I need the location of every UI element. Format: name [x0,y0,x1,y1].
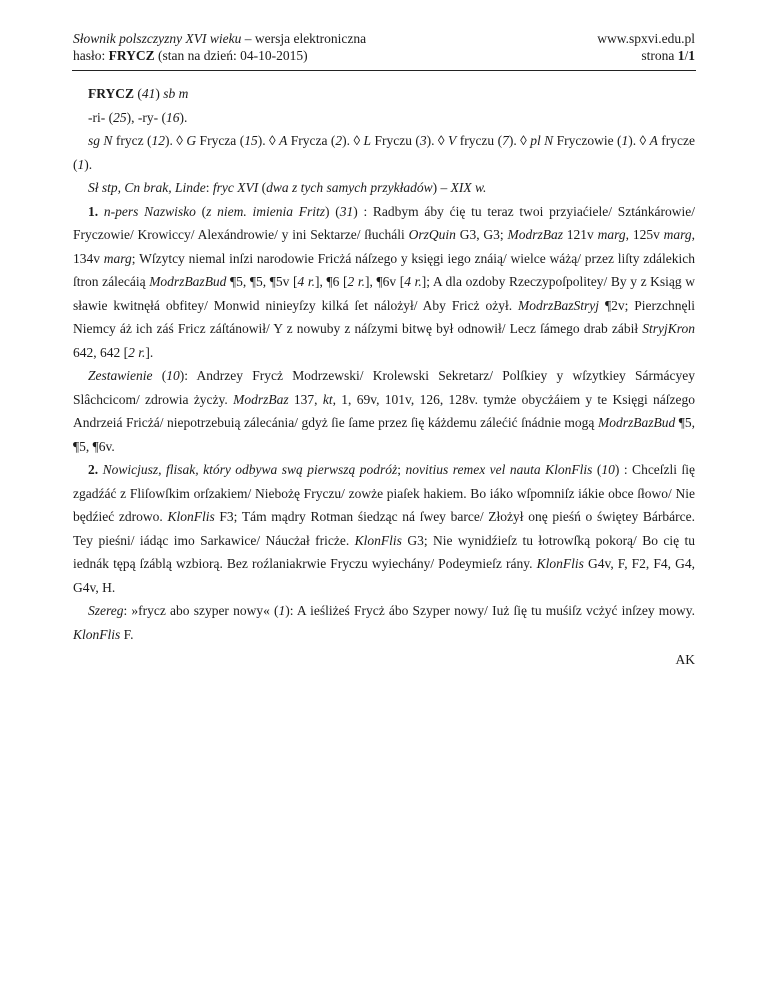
italic-run: pl N [530,133,554,148]
text-run: ) [155,86,164,101]
collocation-szereg [73,599,695,646]
author-signature: AK [675,652,695,667]
text-run: ( [592,462,602,477]
entry-headline [73,82,695,106]
text-run: G3; Nie wynidźieſz tu łotrowſką pokorą/ Bo cię tu iednák tępą ſzáblą wzbiorą. Bez roźlaniakrwie Fryczu wyiechány/ Podeymieſz rány. [73,532,696,571]
current-page: 1 [677,48,685,63]
text-run: F3; Tám mądry Rotman śiedząc ná ſwey barce/ Złożył onę pieśń o świętey Bárbárce. Tey pieśni/ iádąc imo Sarkawice/ Náucżał fricże. [73,509,695,548]
italic-run: L [363,133,372,148]
text-run: ) – [432,180,451,195]
sense-2 [73,458,695,599]
italic-run: OrzQuin [408,227,456,242]
header-title-line [73,30,366,47]
italic-run: marg [663,227,692,242]
italic-run: 15 [244,133,258,148]
bold-run: 1. [88,203,104,219]
italic-run: A [649,133,658,148]
italic-run: z niem. imienia Fritz [206,203,325,219]
italic-run: KlonFlis [73,626,121,642]
italic-run: KlonFlis [536,556,584,571]
text-run: ). ◊ [426,133,449,148]
italic-run: 4 r. [404,274,422,289]
text-run: ; [397,462,406,477]
italic-run: Sł stp, Cn brak, Linde [88,180,206,195]
italic-run: ModrzBazBud [149,274,227,289]
text-run: frycz ( [112,133,152,148]
italic-run: marg [103,250,132,266]
text-run: Frycza ( [287,133,336,148]
text-run: ) : Radbym áby ćię tu teraz twoi przyiaćiele/ Sztánkárowie/ Fryczowie/ Krowiccy/ Alexándrowie/ y ini Sektarze/ ſłucháli [73,203,695,242]
text-run: ): A ieśliżeś Frycż ábo Szyper nowy/ Iuż ſię tu muśiſz vcżyć inſzey mowy. [285,603,695,618]
italic-run: fryc XVI [212,180,259,195]
italic-run: 2 r. [347,274,366,289]
italic-run: KlonFlis [354,532,402,548]
entry-inflection [73,129,695,176]
text-run: , 134v [73,227,696,266]
text-run: ) : Chceſzli ſię zgadźáć z Fliſowſkim orſzakiem/ Niebożę Fryczu/ zowże piaſek hakiem. Bo iáko wſpomniſz iákie obce ſłowo/ Nie będźieć zdrowo. [73,462,696,524]
text-run: ( [134,86,142,101]
text-run: , 1, 69v, 101v, 126, 128v. tymże obycżáiem y te Księgi náſzego Andrzeiá Fricżá/ niepotrzebuią zálecánia/ gdyż ſie ſame przez ſię káżdemu zálećić ſnádnie mogą [73,391,696,430]
text-run: 137, [288,391,323,407]
page-label: strona [641,48,678,63]
edition-label: – wersja elektroniczna [241,31,367,46]
bold-run: 2. [88,462,103,477]
entry-variants [73,106,695,130]
text-run: ). ◊ [257,133,280,148]
italic-run: 3 [419,133,427,148]
entry-label: hasło: [73,48,109,63]
running-header-left [73,30,366,64]
italic-run: 2 [335,133,343,148]
text-run: Fryczu ( [371,133,420,148]
italic-run: sb m [163,86,189,101]
text-run: ; Wſzytcy niemal inſzi narodowie Fricżá náſzego y księgi iego znáią/ wielce wáżą/ przez liſty zdálekich ſtron zálecáią [73,250,695,289]
italic-run: 31 [339,203,354,219]
italic-run: KlonFlis [167,509,215,524]
text-run: ) ( [324,203,340,219]
text-run: ). ◊ [165,133,187,148]
text-run: ). ◊ [628,133,650,148]
text-run: frycze ( [73,133,696,172]
text-run: ], ¶6v [ [365,274,405,289]
italic-run: ModrzBazStryj [518,297,600,313]
italic-run: XIX w. [450,180,487,195]
italic-run: sg N [88,133,113,148]
total-pages: 1 [688,48,695,63]
italic-run: dwa z tych samych przykładów [266,180,433,195]
text-run: ( [258,180,267,195]
text-run: ). [84,156,93,172]
text-run: 642, 642 [ [73,344,129,360]
dictionary-title: Słownik polszczyzny XVI wieku [73,31,242,46]
italic-run: StryjKron [642,321,695,336]
italic-run: 1 [278,603,286,618]
italic-run: 41 [141,86,156,101]
site-url: www.spxvi.edu.pl [597,31,695,46]
text-run: ), -ry- ( [126,109,166,125]
entry-headword: FRYCZ [108,48,155,63]
text-run: ). ◊ [342,133,364,148]
running-header-right [597,30,695,64]
italic-run: 4 r. [297,274,316,289]
italic-run: Zestawienie [88,368,153,383]
italic-run: V [448,133,457,148]
italic-run: novitius remex vel nauta KlonFlis [405,462,593,477]
page-separator: / [684,48,689,63]
text-run: ). [179,109,188,125]
text-run: ): Andrzey Frycż Modrzewski/ Krolewski Sekretarz/ Polſkiey y wſzytkiey Sármácyey Slâchcicom/ zdrowia życży. [73,368,696,407]
text-run: ( [152,368,167,383]
italic-run: 10 [166,368,180,383]
bold-run: FRYCZ [88,86,135,101]
collocation-zestawienie [73,364,695,458]
italic-run: 2 r. [128,344,146,360]
italic-run: ModrzBaz [233,391,289,407]
italic-run: 7 [502,133,509,148]
text-run: ¶2v; Pierzchnęli Niemcy áż ich záś Fricz záſtánowił/ Y z nowuby z náſzymi bitwę był odnowił/ Lecz ſámego drab zábił [73,297,696,336]
header-rule [72,70,696,71]
italic-run: ModrzBazBud [597,415,676,430]
text-run: ( [195,203,207,219]
italic-run: 1 [77,156,85,172]
text-run: ¶5, ¶5, ¶5v [ [226,274,298,289]
italic-run: kt [322,391,333,407]
italic-run: 25 [113,109,127,125]
page-number [597,47,695,64]
text-run: -ri- ( [88,109,114,125]
sense-1 [73,200,695,365]
italic-run: Szereg [88,603,124,618]
text-run: 121v [562,227,598,242]
text-run: ]; A dla ozdoby Rzeczypoſpolitey/ By y z Ksiąg w sławie kwitnęłá obfitey/ Monwid ninieyſzy kilká ſet nálożył/ Aby Fricż ożył. [73,274,696,313]
italic-run: G [186,133,197,148]
italic-run: ModrzBaz [507,227,563,242]
text-run: fryczu ( [456,133,503,148]
italic-run: 1 [621,133,629,148]
italic-run: A [279,133,288,148]
text-run: ]. [145,344,154,360]
text-run: F. [120,626,134,642]
entry-sources [73,176,695,200]
text-run: , 125v [625,227,664,242]
italic-run: n-pers Nazwisko [103,203,196,219]
italic-run: 16 [165,109,180,125]
text-run: G3, G3; [455,227,508,242]
text-run: : »frycz abo szyper nowy« ( [123,603,279,618]
text-run: ). ◊ [508,133,531,148]
text-run: ¶5, ¶5, ¶6v. [73,415,695,454]
italic-run: 12 [151,133,165,148]
text-run: ], ¶6 [ [315,274,348,289]
italic-run: Nowicjusz, flisak, który odbywa swą pierwszą podróż [102,462,398,477]
text-run: Fryczowie ( [553,133,622,148]
text-run: : [205,180,213,195]
header-entry-line [73,47,366,64]
dictionary-entry [73,82,695,672]
text-run: G4v, F, F2, F4, G4, G4v, H. [73,556,695,595]
italic-run: marg [597,227,626,242]
italic-run: 10 [601,462,615,477]
entry-date: (stan na dzień: 04-10-2015) [154,48,308,63]
text-run: Frycza ( [196,133,245,148]
